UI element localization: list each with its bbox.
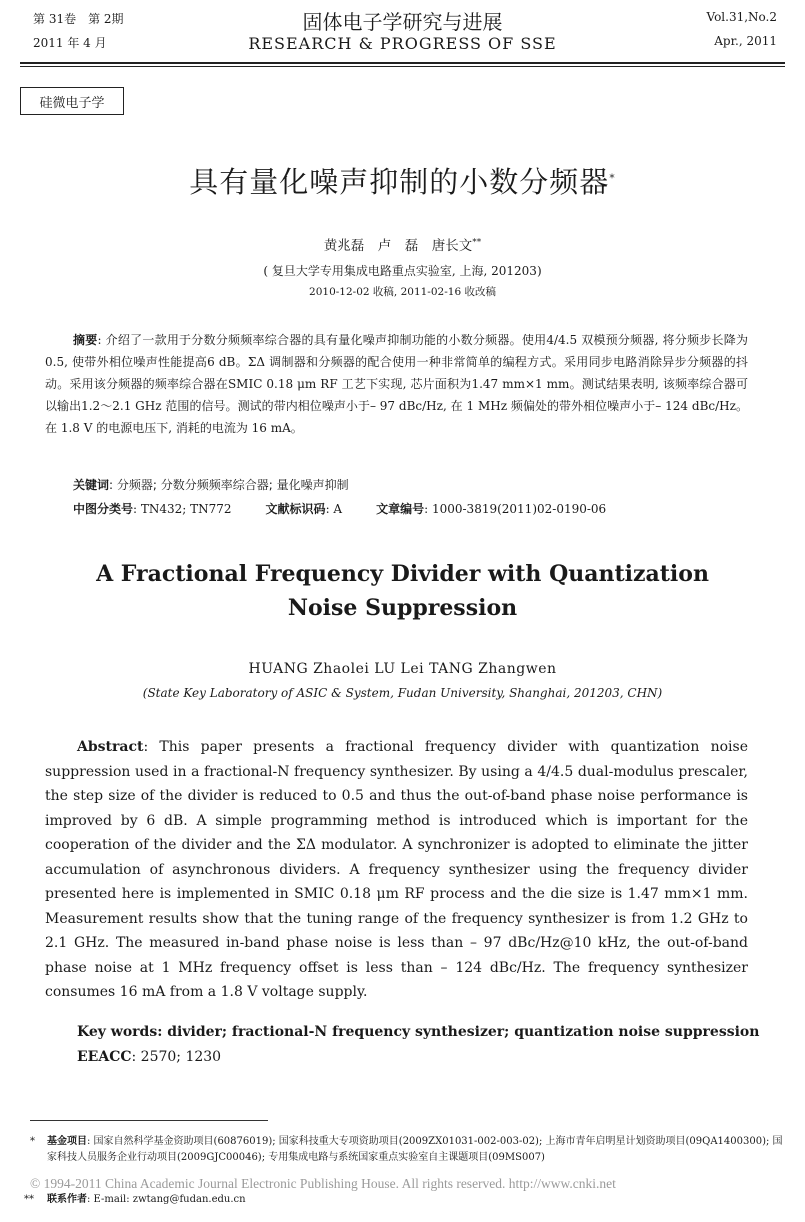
eeacc-line — [77, 1049, 221, 1065]
keywords-en — [77, 1024, 759, 1040]
doc-code-value: : A — [325, 502, 343, 516]
keywords-cn-text: : 分频器; 分数分频频率综合器; 量化噪声抑制 — [109, 478, 349, 492]
volume-en: Vol.31,No.2 — [706, 10, 777, 24]
received-dates: 2010-12-02 收稿, 2011-02-16 收改稿 — [309, 286, 496, 298]
eeacc-value: : 2570; 1230 — [131, 1049, 222, 1065]
affiliation-cn: ( 复旦大学专用集成电路重点实验室, 上海, 201203) — [263, 264, 542, 278]
abstract-cn-text: : 介绍了一款用于分数分频频率综合器的具有量化噪声抑制功能的小数分频器。使用4/4.5 双模预分频器, 将分频步长降为 0.5, 使带外相位噪声性能提高6 dB。ΣΔ 调制器和分频器的配合使用一种非常简单的编程方式。采用同步电路消除异步分频器的抖动。采用该分频器的频率综合器在SMIC 0.18 μm RF 工艺下实现, 芯片面积为1.47 mm×1 mm。测试结果表明, 该频率综合器可以输出1.2～2.1 GHz 范围的信号。测试的带内相位噪声小于– 97 dBc/Hz, 在 1 MHz 频偏处的带外相位噪声小于– 124 dBc/Hz。在 1.8 V 的电源电压下, 消耗的电流为 16 mA。 — [45, 333, 748, 435]
volume-issue: 第 31卷 第 2期 — [33, 12, 124, 26]
keywords-cn-label: 关键词 — [73, 478, 110, 492]
abstract-cn — [45, 329, 748, 439]
header-rule-thick — [20, 62, 785, 64]
class-number-value: : TN432; TN772 — [133, 502, 232, 516]
funding-text: : 国家自然科学基金资助项目(60876019); 国家科技重大专项资助项目(2009ZX01031-002-003-02); 上海市青年启明星计划资助项目(09QA1400300); 国家科技人员服务企业行动项目(2009GJC00046); 专用集成电路与系统国家重点实验室自主课题项目(09MS007) — [47, 1136, 783, 1163]
contact-footnote-mark: ** — [24, 1194, 34, 1205]
classification-line — [73, 498, 753, 520]
footnote-rule — [30, 1120, 268, 1121]
paper-title-cn — [0, 160, 805, 201]
contact-label: 联系作者 — [47, 1194, 87, 1205]
contact-text: : E-mail: zwtang@fudan.edu.cn — [87, 1194, 246, 1205]
journal-title-en: RESEARCH & PROGRESS OF SSE — [248, 34, 557, 53]
abstract-cn-label: 摘要 — [73, 333, 98, 347]
abstract-en — [45, 735, 748, 1005]
funding-label: 基金项目 — [47, 1136, 87, 1147]
paper-title-en-line2: Noise Suppression — [287, 595, 518, 621]
contact-footnote — [24, 1192, 790, 1208]
authors-cn-text: 黄兆磊 卢 磊 唐长文 — [323, 238, 473, 254]
paper-title-cn-text: 具有量化噪声抑制的小数分频器 — [189, 165, 610, 199]
copyright-watermark: © 1994-2011 China Academic Journal Electronic Publishing House. All rights reserved. http://www.cnki.net — [30, 1176, 616, 1191]
funding-footnote-mark: * — [30, 1136, 35, 1147]
article-number-label: 文章编号 — [376, 502, 425, 516]
authors-cn — [0, 234, 805, 254]
journal-title-cn: 固体电子学研究与进展 — [302, 10, 503, 34]
keywords-en-text: : divider; fractional-N frequency synthesizer; quantization noise suppression — [157, 1024, 760, 1040]
author-footnote-mark: ** — [472, 237, 482, 248]
keywords-cn — [73, 474, 753, 496]
section-label: 硅微电子学 — [20, 87, 124, 115]
class-number-label: 中图分类号 — [73, 502, 134, 516]
funding-footnote — [30, 1134, 790, 1166]
authors-en: HUANG Zhaolei LU Lei TANG Zhangwen — [248, 661, 557, 677]
header-rule-thin — [20, 66, 785, 67]
affiliation-en: (State Key Laboratory of ASIC & System, Fudan University, Shanghai, 201203, CHN) — [142, 686, 663, 700]
abstract-en-text: : This paper presents a fractional frequency divider with quantization noise suppression used in a fractional-N frequency synthesizer. By using a 4/4.5 dual-modulus prescaler, the step size of the divider is reduced to 0.5 and thus the out-of-band phase noise performance is improved by 6 dB. A simple programming method is introduced which is important for the cooperation of the divider and the ΣΔ modulator. A synchronizer is adopted to eliminate the jitter accumulation of asynchronous dividers. A frequency synthesizer using the frequency divider presented here is implemented in SMIC 0.18 μm RF process and the die size is 1.47 mm×1 mm. Measurement results show that the tuning range of the frequency synthesizer is from 1.2 GHz to 2.1 GHz. The measured in-band phase noise is less than – 97 dBc/Hz@10 kHz, the out-of-band phase noise at 1 MHz frequency offset is less than – 124 dBc/Hz. The frequency synthesizer consumes 16 mA from a 1.8 V voltage supply. — [45, 739, 748, 1000]
paper-title-en-line1: A Fractional Frequency Divider with Quantization — [96, 561, 709, 587]
doc-code-label: 文献标识码 — [265, 502, 326, 516]
keywords-en-label: Key words — [77, 1024, 158, 1040]
date-en: Apr., 2011 — [714, 34, 777, 48]
title-footnote-mark: * — [609, 171, 616, 185]
abstract-en-label: Abstract — [77, 739, 144, 755]
issue-date: 2011 年 4 月 — [33, 36, 107, 50]
article-number-value: : 1000-3819(2011)02-0190-06 — [424, 502, 607, 516]
eeacc-label: EEACC — [77, 1049, 132, 1065]
